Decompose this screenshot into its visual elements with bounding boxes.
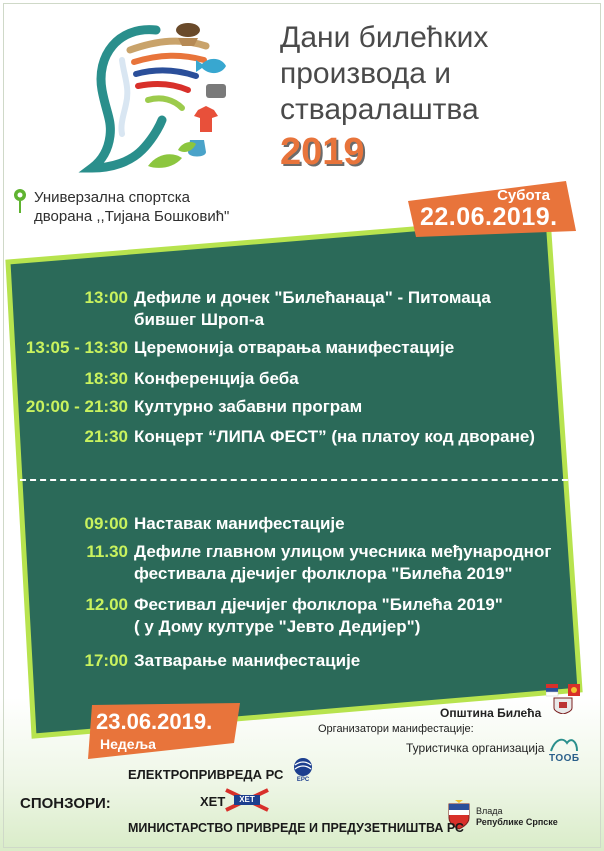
day1-weekday: Субота: [497, 187, 550, 204]
organizer-municipality: Општина Билећа: [440, 706, 542, 720]
day2-weekday: Недеља: [100, 736, 156, 752]
het-logo: [222, 788, 272, 812]
schedule-row: [0, 650, 600, 672]
organizers-label: Организатори манифестације:: [318, 723, 474, 735]
event-description: Културно забавни програм: [134, 397, 363, 416]
event-description: Дефиле и дочек "Билећанаца" - Питомаца: [134, 288, 491, 307]
sponsor-het: ХЕТ: [200, 794, 226, 809]
event-description: Концерт “ЛИПА ФЕСТ” (на платоу код дворане): [134, 427, 535, 446]
eps-globe-icon: [290, 757, 316, 777]
event-description: Фестивал дјечијег фолклора "Билећа 2019": [134, 595, 503, 614]
day1-date: 22.06.2019.: [420, 203, 558, 231]
day2-date: 23.06.2019.: [96, 709, 213, 734]
event-description: Затварање манифестације: [134, 651, 361, 670]
eps-logo: [290, 757, 316, 783]
event-description: Конференција беба: [134, 369, 299, 388]
event-year: 2019: [280, 131, 365, 173]
eps-logo-text: EPC: [296, 777, 310, 783]
gov-line-1: Влада: [476, 806, 503, 816]
schedule-row: [0, 426, 600, 448]
event-time: 11.30: [86, 542, 128, 561]
venue-line-1: Универзална спортска: [34, 189, 191, 206]
title-line-2: производа и: [280, 57, 452, 90]
title-line-1: Дани билећких: [280, 21, 489, 54]
schedule-row: [0, 287, 600, 331]
day-divider: [10, 479, 598, 481]
sponsor-ministry: МИНИСТАРСТВО ПРИВРЕДЕ И ПРЕДУЗЕТНИШТВА РС: [128, 821, 464, 835]
schedule-row: [0, 513, 600, 535]
event-description: ( у Дому културе "Јевто Дедијер"): [134, 617, 421, 636]
organizer-tourism: Туристичка организација: [406, 741, 545, 755]
event-time: 13:05 - 13:30: [25, 338, 128, 357]
schedule-row: [0, 337, 600, 359]
het-logo-text: ХЕТ: [239, 795, 255, 804]
gov-line-2: Републике Српске: [476, 817, 558, 827]
schedule-row: [0, 594, 600, 638]
day1-date-badge: [408, 181, 576, 237]
sponsors-label: СПОНЗОРИ:: [20, 795, 111, 812]
event-description: фестивала дјечијег фолклора "Билећа 2019": [134, 564, 513, 583]
title-line-3: стваралаштва: [280, 93, 479, 126]
event-time: 18:30: [84, 369, 128, 388]
event-description: Наставак манифестације: [134, 514, 345, 533]
event-time: 17:00: [84, 651, 128, 670]
event-time: 21:30: [84, 427, 128, 446]
event-description: бившег Шроп-а: [134, 310, 265, 329]
tourism-logo-text: ТООБ: [549, 753, 580, 764]
event-time: 09:00: [84, 514, 128, 533]
schedule-row: [0, 368, 600, 390]
schedule-row: [0, 541, 600, 585]
municipality-coat-of-arms-icon: [546, 680, 580, 714]
sponsor-eps: ЕЛЕКТРОПРИВРЕДА РС: [128, 767, 284, 782]
event-time: 12.00: [85, 595, 128, 614]
day2-date-badge: [88, 703, 240, 759]
event-description: Церемонија отварања манифестације: [134, 338, 455, 357]
tourism-logo: [549, 735, 580, 764]
schedule-row: [0, 396, 600, 418]
event-time: 20:00 - 21:30: [25, 397, 128, 416]
event-description: Дефиле главном улицом учесника међународног: [134, 542, 552, 561]
event-time: 13:00: [84, 288, 128, 307]
venue-line-2: дворана ,,Тијана Бошковић": [34, 208, 230, 225]
